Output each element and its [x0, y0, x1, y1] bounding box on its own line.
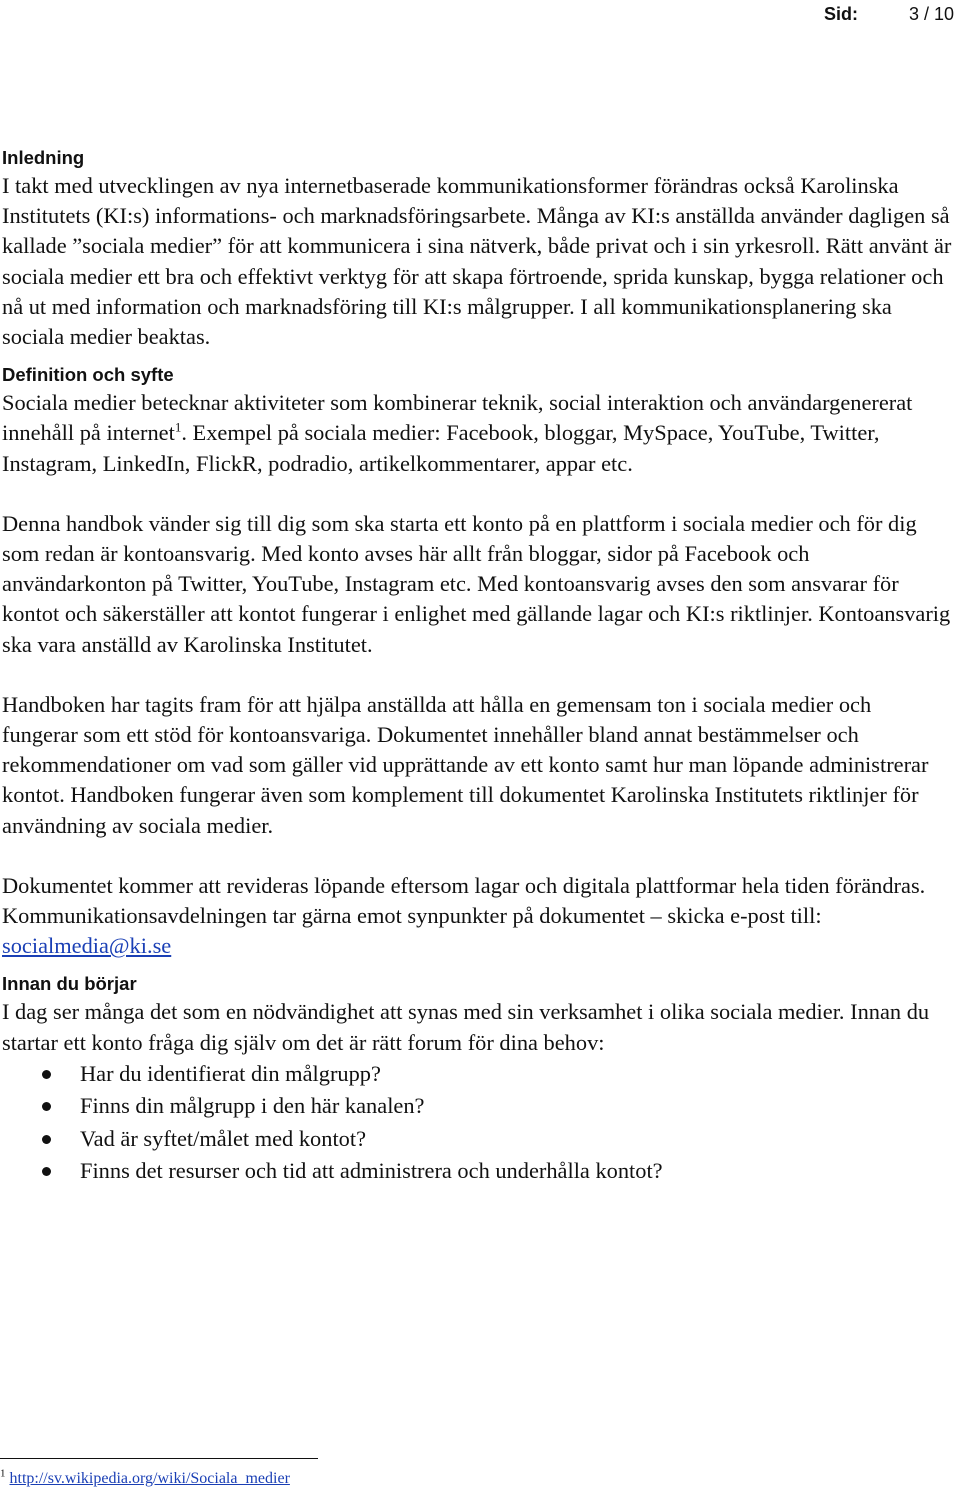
footnote-link[interactable]: http://sv.wikipedia.org/wiki/Sociala_medier	[9, 1470, 290, 1487]
definition-text-a: Sociala medier betecknar aktiviteter som kombinerar teknik, social interaktion och användargenererat innehåll på internet	[2, 390, 913, 446]
paragraph-definition-2: Denna handbok vänder sig till dig som ska starta ett konto på en plattform i sociala medier och för dig som redan är kontoansvarig. Med konto avses här allt från bloggar, sidor på Facebook och användarkonton på Twitter, YouTube, Instagram etc. Med kontoansvarig avses den som ansvarar för kontot och säkerställer att kontot fungerar i enlighet med gällande lagar och KI:s riktlinjer. Kontoansvarig ska vara anställd av Karolinska Institutet.	[2, 510, 951, 657]
list-item: Har du identifierat din målgrupp?	[2, 1058, 952, 1091]
footnote	[0, 1467, 290, 1488]
footnote-divider	[0, 1458, 318, 1459]
contact-text: Dokumentet kommer att revideras löpande eftersom lagar och digitala plattformar hela tiden förändras. Kommunikationsavdelningen tar gärna emot synpunkter på dokumentet – skicka e-post till:	[2, 872, 926, 929]
heading-innan: Innan du börjar	[2, 973, 137, 995]
bullet-icon	[42, 1070, 51, 1079]
question-list	[2, 1058, 952, 1188]
bullet-icon	[42, 1167, 51, 1176]
email-link[interactable]: socialmedia@ki.se	[2, 933, 172, 959]
bullet-icon	[42, 1135, 51, 1144]
page-header	[824, 4, 954, 25]
list-item: Finns det resurser och tid att administrera och underhålla kontot?	[2, 1155, 952, 1188]
list-item: Vad är syftet/målet med kontot?	[2, 1123, 952, 1156]
page-label: Sid:	[823, 4, 858, 24]
paragraph-inledning: I takt med utvecklingen av nya internetbaserade kommunikationsformer förändras också Karolinska Institutets (KI:s) informations- och marknadsföringsarbete. Många av KI:s anställda använder dagligen så kallade ”sociala medier” för att kommunicera i sina nätverk, både privat och i sin yrkesroll. Rätt använt är sociala medier ett bra och effektivt verktyg för att skapa förtroende, sprida kunskap, bygga relationer och nå ut med information och marknadsföring till KI:s målgrupper. I all kommunikationsplanering ska sociala medier beaktas.	[2, 173, 952, 350]
paragraph-definition-1	[2, 388, 952, 479]
list-item: Finns din målgrupp i den här kanalen?	[2, 1090, 952, 1123]
definition-text-b: . Exempel på sociala medier: Facebook, bloggar, MySpace, YouTube, Twitter, Instagram, LinkedIn, FlickR, podradio, artikelkommentarer, appar etc.	[2, 420, 880, 476]
document-body	[2, 145, 952, 1188]
bullet-icon	[42, 1102, 51, 1111]
paragraph-innan: I dag ser många det som en nödvändighet att synas med sin verksamhet i olika sociala medier. Innan du startar ett konto fråga dig själv om det är rätt forum för dina behov:	[2, 999, 930, 1055]
page-number: 3 / 10	[908, 4, 954, 24]
footnote-number: 1	[0, 1467, 6, 1480]
heading-inledning: Inledning	[2, 147, 85, 168]
paragraph-definition-3: Handboken har tagits fram för att hjälpa anställda att hålla en gemensam ton i sociala medier och fungerar som ett stöd för kontoansvariga. Dokumentet innehåller bland annat bestämmelser och rekommendationer om vad som gäller vid upprättande av ett konto samt hur man löpande administrerar kontot. Handboken fungerar även som komplement till dokumentet Karolinska Institutets riktlinjer för användning av sociala medier.	[2, 691, 929, 838]
footnote-ref: 1	[174, 419, 182, 435]
heading-definition: Definition och syfte	[2, 364, 174, 386]
paragraph-definition-4	[2, 871, 952, 962]
